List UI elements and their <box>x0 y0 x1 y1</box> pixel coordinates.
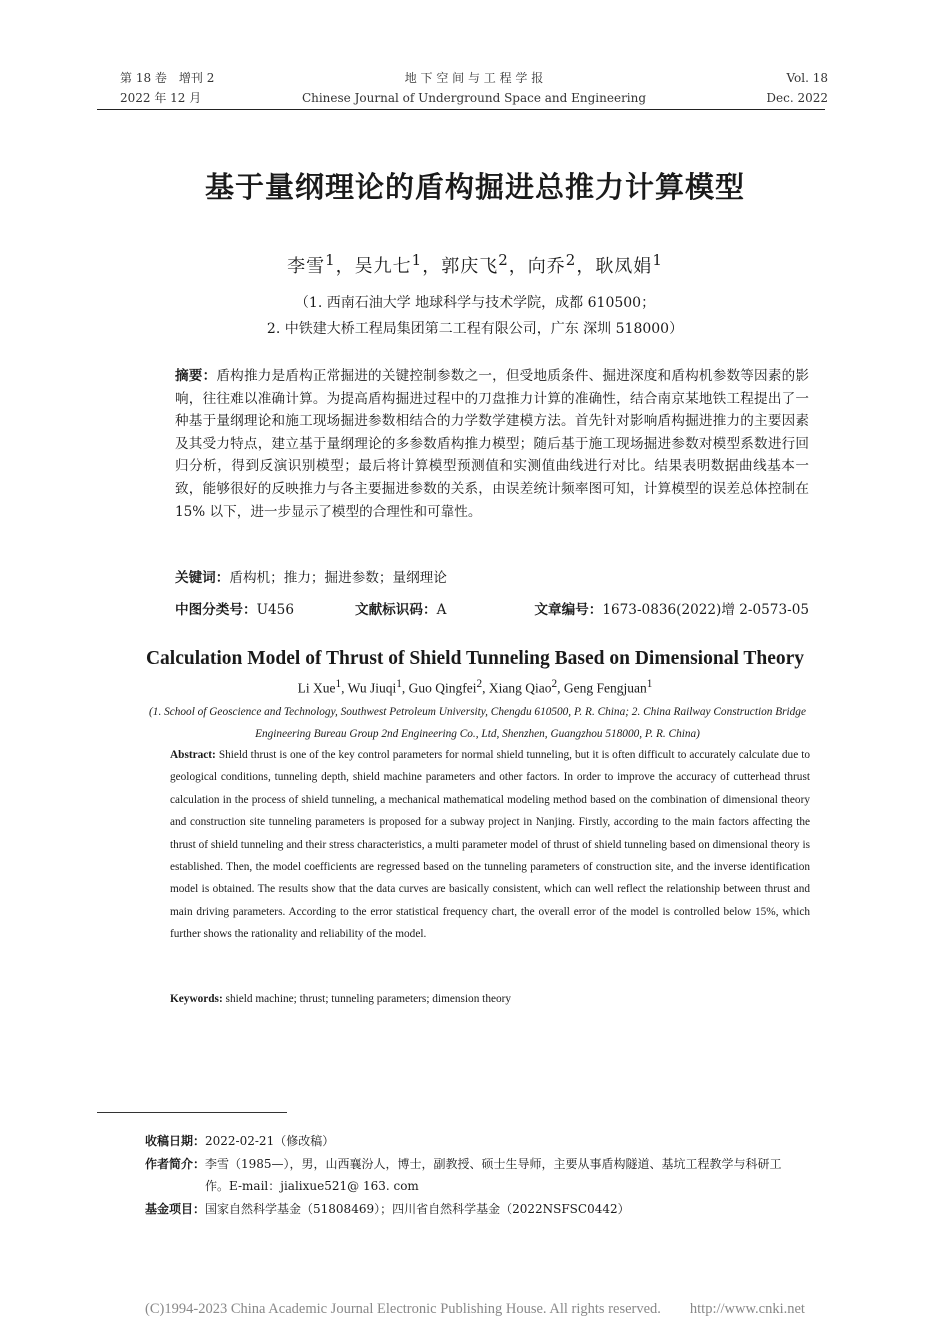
authors-cn: 李雪$^1$，吴九七$^1$，郭庆飞$^2$，向乔$^2$，耿凤娟$^1$ <box>287 251 663 277</box>
footnotes <box>145 1130 845 1220</box>
article-number-label: 文章编号： <box>534 602 603 618</box>
author-cn: 向乔 <box>527 256 566 277</box>
keywords-en-text: shield machine; thrust; tunneling parameters; dimension theory <box>225 993 512 1005</box>
author-bio <box>145 1153 845 1176</box>
header-journal-en: Chinese Journal of Underground Space and Engineering <box>301 91 647 105</box>
author-affil-mark: 1 <box>652 251 663 269</box>
clc-number <box>175 598 294 618</box>
author-en: Guo Qingfei <box>408 680 477 696</box>
keywords-cn-text: 盾构机；推力；掘进参数；量纲理论 <box>229 570 447 586</box>
doc-code-value: A <box>436 602 447 618</box>
clc-label: 中图分类号： <box>175 602 257 618</box>
author-affil-mark: 2 <box>565 251 577 269</box>
affiliation-en: (1. School of Geoscience and Technology, Southwest Petroleum University, Chengdu 610500, P. R. China; 2. China Railway Construction Bridge Engineering Bureau Group 2nd Engineering Co., Ltd, Shenzhen, Guangzhou 518000, P. R. China) <box>149 706 806 740</box>
fund-value: 国家自然科学基金（51808469）；四川省自然科学基金（2022NSFSC0442） <box>205 1201 630 1216</box>
affiliation-line: （1. 西南石油大学 地球科学与技术学院，成都 610500； <box>294 295 656 311</box>
fund-label: 基金项目： <box>145 1201 206 1216</box>
paper-title-cn: 基于量纲理论的盾构掘进总推力计算模型 <box>204 170 745 204</box>
bio-value: 李雪（1985—），男，山西襄汾人，博士，副教授、硕士生导师，主要从事盾构隧道、基坑工程教学与科研工 <box>205 1156 782 1171</box>
author-en: Xiang Qiao <box>488 680 552 696</box>
header-volume-en: Vol. 18 <box>786 71 828 85</box>
abstract-cn <box>143 365 809 523</box>
author-en: Wu Jiuqi <box>347 680 397 696</box>
author-cn: 吴九七 <box>354 256 412 277</box>
copyright-watermark: (C)1994-2023 China Academic Journal Electronic Publishing House. All rights reserved. http://www.cnki.net <box>145 1301 805 1317</box>
header-volume-issue: 第 18 卷 增刊 2 <box>120 71 215 85</box>
keywords-cn-label: 关键词： <box>175 570 230 586</box>
abstract-en-text: Shield thrust is one of the key control parameters for normal shield tunneling, but it is often difficult to accurately calculate due to geological conditions, tunneling depth, shield machine parameters and other factors. In order to improve the accuracy of cutterhead thrust calculation in the process of shield tunneling, a mechanical mathematical modeling method based on the combination of dimensional theory and construction site tunneling parameters is proposed for a subway project in Nanjing. Firstly, according to the main factors affecting the thrust of shield tunneling and their stress characteristics, a multi parameter model of thrust of shield tunneling based on dimensional theory is established. Then, the model coefficients are regressed based on the tunneling parameters of construction site, and the inverse identification model is obtained. The results show that the data curves are basically consistent, which can well reflect the relationship between thrust and main driving parameters. According to the error statistical frequency chart, the overall error of the model is controlled below 15%, which further shows the rationality and reliability of the model. <box>170 749 810 941</box>
received-value: 2022-02-21（修改稿） <box>205 1134 335 1148</box>
author-affil-mark: 1 <box>646 678 653 690</box>
paper-title-en: Calculation Model of Thrust of Shield Tunneling Based on Dimensional Theory <box>145 648 805 669</box>
clc-value: U456 <box>256 602 294 618</box>
author-bio-continued: 作。E-mail：jialixue521@ 163. com <box>205 1179 419 1193</box>
header-date-cn: 2022 年 12 月 <box>120 91 202 105</box>
abstract-cn-label: 摘要： <box>175 368 217 384</box>
author-affil-mark: 2 <box>498 251 509 269</box>
author-en: Geng Fengjuan <box>563 680 647 696</box>
keywords-cn <box>175 566 447 586</box>
author-affil-mark: 1 <box>325 251 336 269</box>
author-affil-mark: 1 <box>396 678 402 690</box>
author-cn: 郭庆飞 <box>441 256 499 277</box>
author-affil-mark: 2 <box>551 678 558 690</box>
classification-row <box>175 598 809 618</box>
header-journal-cn: 地 下 空 间 与 工 程 学 报 <box>404 71 544 85</box>
running-header <box>120 68 828 108</box>
article-number-value: 1673-0836(2022)增 2-0573-05 <box>602 602 809 618</box>
received-date <box>145 1130 845 1153</box>
keywords-en <box>170 993 511 1005</box>
header-vol-en <box>766 68 828 108</box>
author-affil-mark: 1 <box>411 251 423 269</box>
header-date-en: Dec. 2022 <box>766 91 828 105</box>
author-en: Li Xue <box>297 680 336 696</box>
author-cn: 李雪 <box>287 256 326 277</box>
bio-label: 作者简介： <box>145 1156 206 1171</box>
abstract-cn-text: 盾构推力是盾构正常掘进的关键控制参数之一，但受地质条件、掘进深度和盾构机参数等因素的影响，往往难以准确计算。为提高盾构掘进过程中的刀盘推力计算的准确性，结合南京某地铁工程提出了一种基于量纲理论和施工现场掘进参数相结合的力学数学建模方法。首先针对影响盾构掘进推力的主要因素及其受力特点，建立基于量纲理论的多参数盾构推力模型；随后基于施工现场掘进参数对模型系数进行回归分析，得到反演识别模型；最后将计算模型预测值和实测值曲线进行对比。结果表明数据曲线基本一致，能够很好的反映推力与各主要掘进参数的关系，由误差统计频率图可知，计算模型的误差总体控制在 15% 以下，进一步显示了模型的合理性和可靠性。 <box>175 368 810 520</box>
abstract-en-label: Abstract: <box>170 749 216 761</box>
abstract-en <box>142 744 810 946</box>
affiliations-cn <box>0 290 950 342</box>
doc-code-label: 文献标识码： <box>355 602 437 618</box>
author-affil-mark: 1 <box>335 678 342 690</box>
keywords-en-label: Keywords: <box>170 993 223 1005</box>
authors-en: Li Xue$^1$, Wu Jiuqi$^1$, Guo Qingfei$^2$, Xiang Qiao$^2$, Geng Fengjuan$^1$ <box>297 678 653 696</box>
document-code <box>355 598 446 618</box>
header-divider <box>97 109 825 110</box>
affiliation-line: 2. 中铁建大桥工程局集团第二工程有限公司，广东 深圳 518000） <box>266 321 684 337</box>
funding <box>145 1198 845 1221</box>
header-journal <box>120 68 828 108</box>
footnote-divider <box>97 1112 287 1113</box>
author-affil-mark: 2 <box>476 678 483 690</box>
received-label: 收稿日期： <box>145 1134 206 1148</box>
article-number <box>534 598 809 618</box>
author-cn: 耿凤娟 <box>595 256 653 277</box>
